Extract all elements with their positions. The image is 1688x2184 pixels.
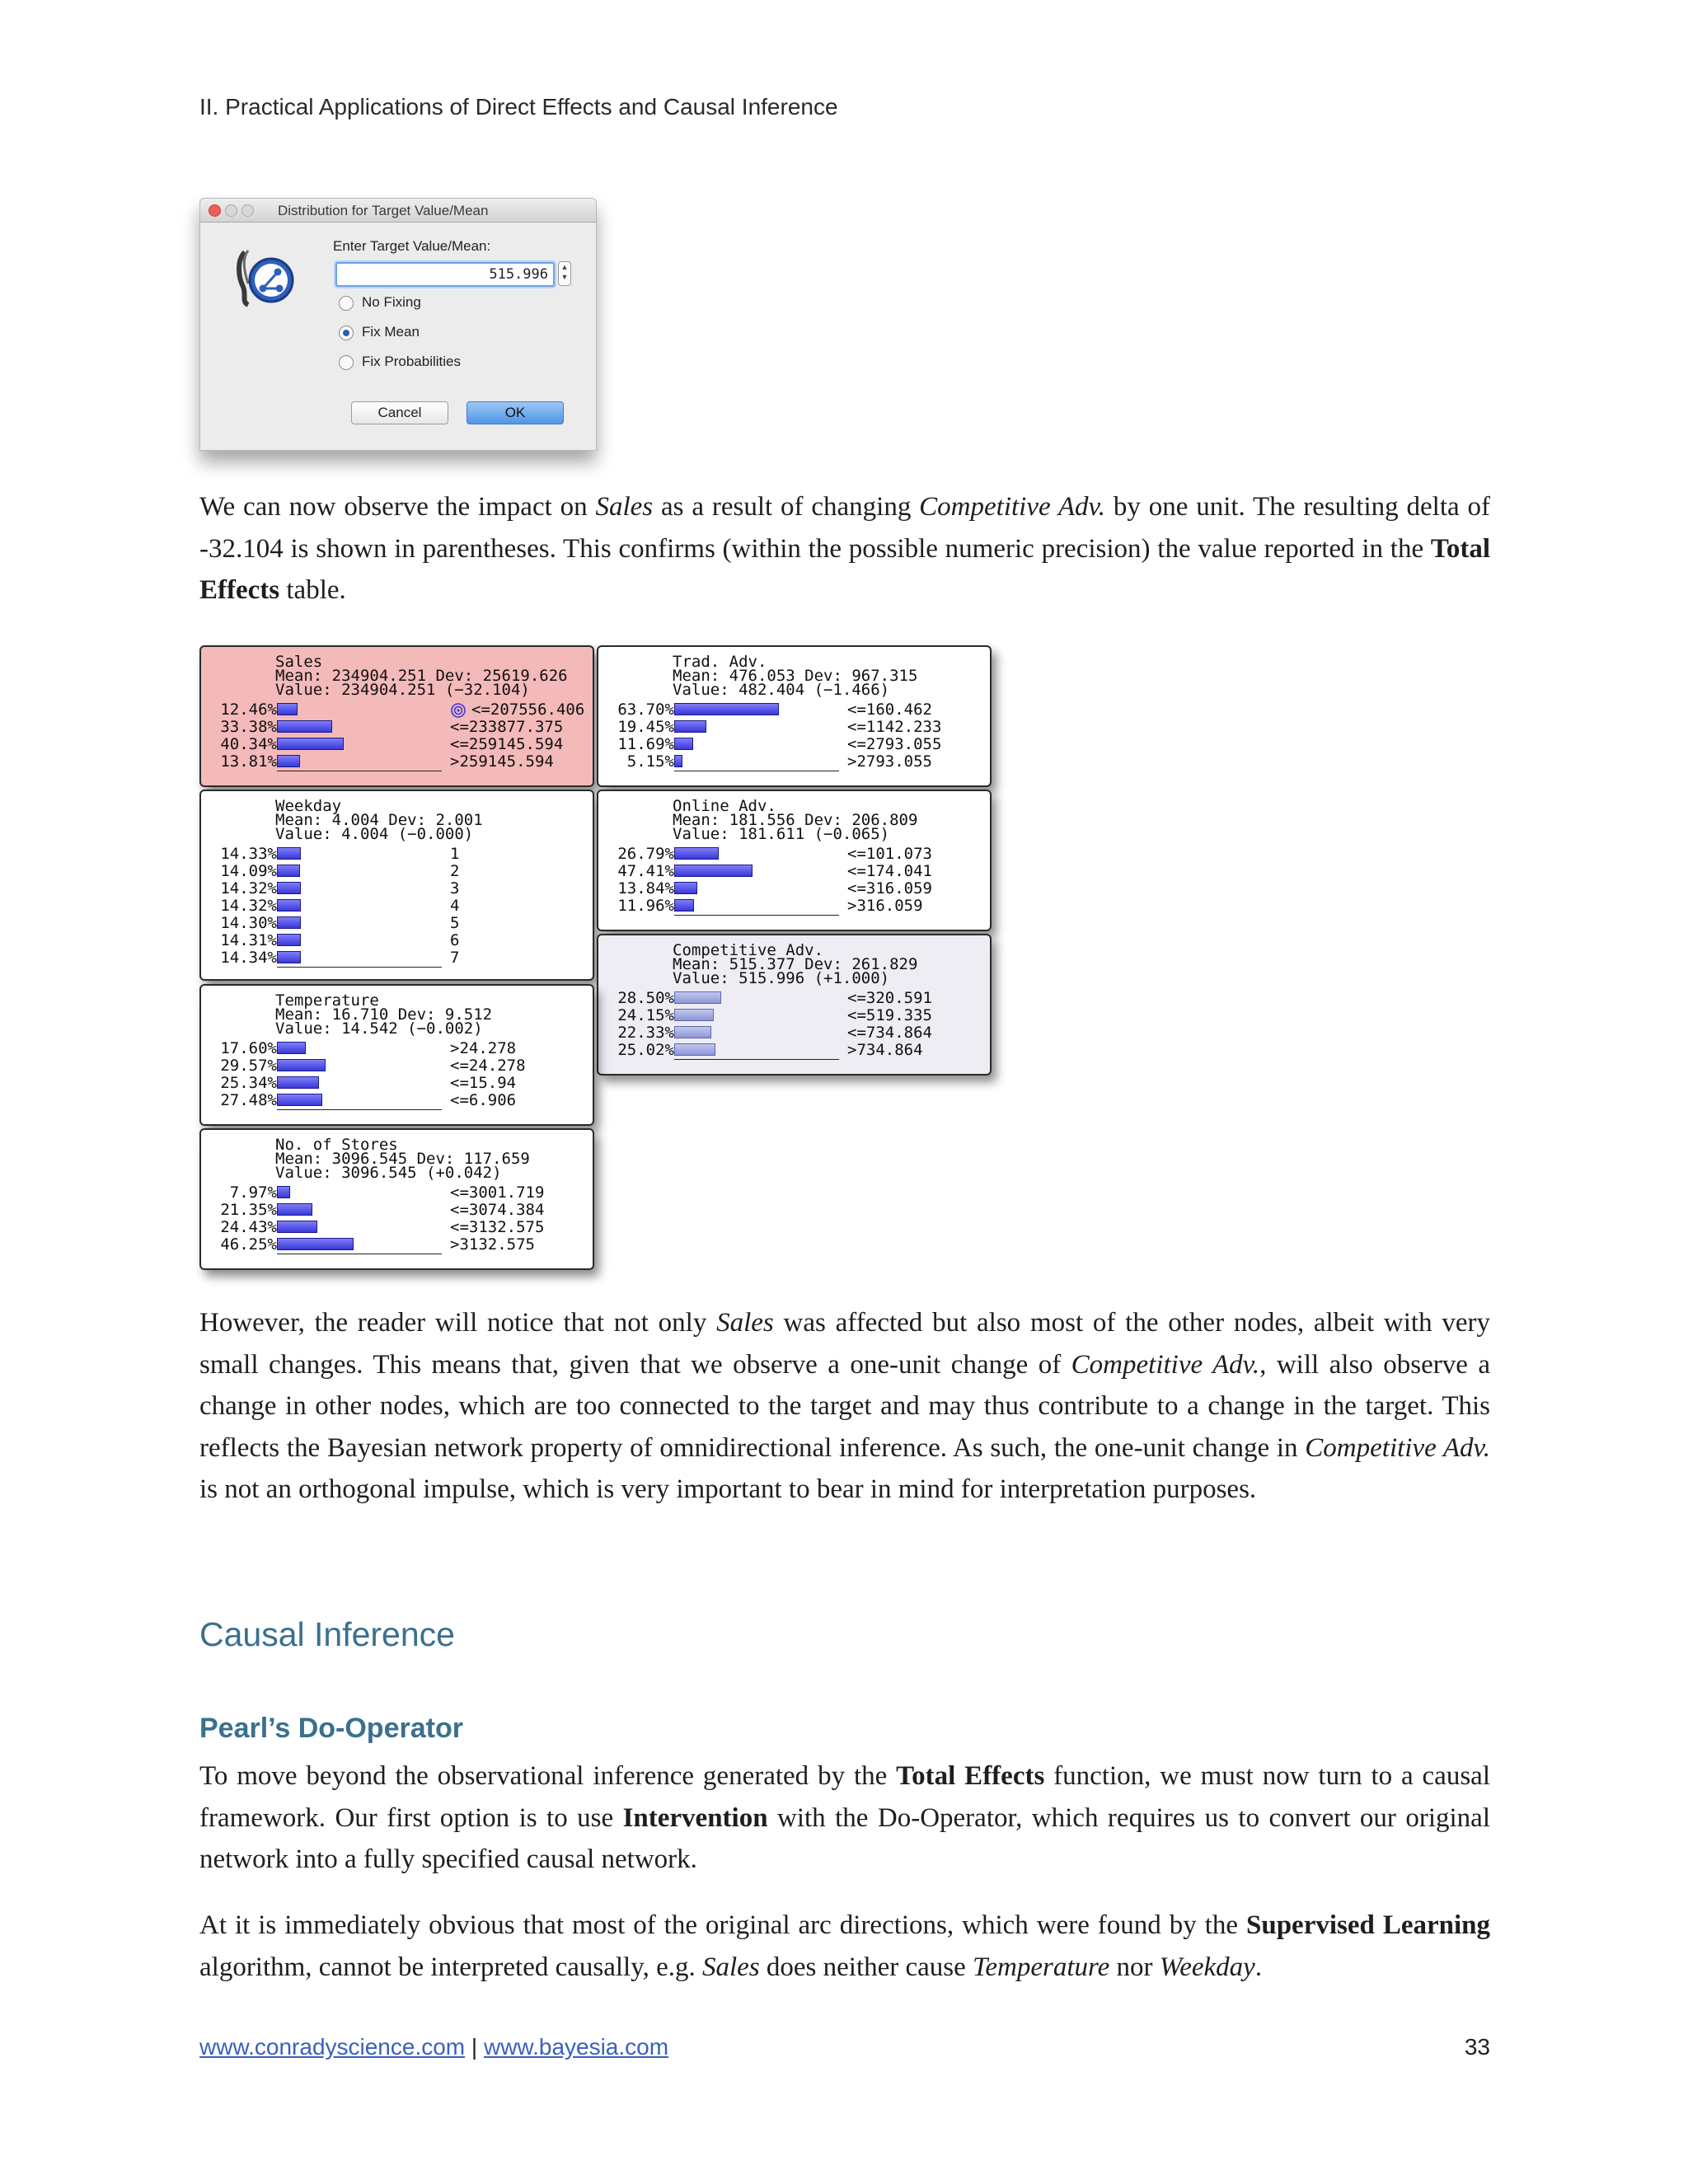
page-number: 33 xyxy=(1464,2034,1490,2060)
state-probability: 14.34% xyxy=(220,949,277,967)
state-probability: 19.45% xyxy=(617,718,674,736)
state-label: <=24.278 xyxy=(450,1057,526,1075)
state-probability: 26.79% xyxy=(617,845,674,863)
state-label: >316.059 xyxy=(847,897,923,915)
state-probability: 5.15% xyxy=(626,752,674,771)
monitor-state-row[interactable] xyxy=(201,701,593,719)
state-label: 6 xyxy=(450,931,460,949)
monitor-state-row[interactable] xyxy=(201,880,593,898)
monitor-state-row[interactable] xyxy=(201,1057,593,1075)
monitor-state-row[interactable] xyxy=(201,753,593,771)
probability-bar xyxy=(674,899,694,912)
cancel-button[interactable]: Cancel xyxy=(351,401,448,424)
state-label: <=2793.055 xyxy=(847,735,942,753)
monitor-state-row[interactable] xyxy=(201,1075,593,1092)
monitor-state-row[interactable] xyxy=(598,898,990,915)
state-label: >2793.055 xyxy=(847,752,932,771)
monitor-name: Sales xyxy=(275,653,323,671)
monitor-state-row[interactable] xyxy=(598,990,990,1007)
monitor-mean: Mean: 234904.251 Dev: 25619.626 xyxy=(275,667,568,685)
state-label: 2 xyxy=(450,862,460,880)
probability-bar xyxy=(277,1076,319,1089)
monitor-name: Weekday xyxy=(275,797,342,815)
probability-bar xyxy=(277,1238,354,1250)
state-probability: 24.43% xyxy=(220,1218,277,1236)
ok-button[interactable]: OK xyxy=(467,401,564,424)
state-probability: 29.57% xyxy=(220,1057,277,1075)
monitor-name: No. of Stores xyxy=(275,1136,398,1154)
state-probability: 14.33% xyxy=(220,845,277,863)
monitor-state-row[interactable] xyxy=(598,846,990,863)
radio-icon xyxy=(339,355,354,370)
probability-bar xyxy=(277,1059,326,1071)
no-of-stores-monitor[interactable] xyxy=(199,1128,594,1270)
monitor-axis-line xyxy=(277,1109,442,1110)
monitor-value: Value: 3096.545 (+0.042) xyxy=(275,1164,502,1182)
paragraph-do-operator: To move beyond the observational inference generated by the Total Effects function, we must now turn to a causal framework. Our first option is to use Intervention with the Do-Operator, which requires us to convert our original network into a fully specified causal network. xyxy=(199,1761,1491,1874)
monitor-state-row[interactable] xyxy=(201,1184,593,1202)
state-label: <=174.041 xyxy=(847,862,932,880)
monitor-state-row[interactable] xyxy=(201,932,593,949)
state-probability: 24.15% xyxy=(617,1006,674,1024)
monitor-header xyxy=(673,799,917,841)
monitor-value: Value: 181.611 (−0.065) xyxy=(673,825,890,843)
monitor-state-row[interactable] xyxy=(598,880,990,898)
probability-bar xyxy=(277,916,301,929)
probability-bar xyxy=(277,882,301,894)
probability-bar xyxy=(674,703,779,715)
state-label: <=320.591 xyxy=(847,989,932,1007)
state-label: <=101.073 xyxy=(847,845,932,863)
monitor-name: Trad. Adv. xyxy=(673,653,767,671)
probability-bar xyxy=(277,1094,322,1106)
monitor-header xyxy=(275,991,493,1038)
minimize-window-icon[interactable] xyxy=(225,204,237,217)
state-label: 1 xyxy=(450,845,460,863)
state-label: <=3074.384 xyxy=(450,1201,545,1219)
monitor-value: Value: 482.404 (−1.466) xyxy=(673,681,890,699)
probability-bar xyxy=(277,951,301,963)
monitor-header xyxy=(275,655,568,697)
probability-bar xyxy=(674,720,706,733)
bayesia-logo-icon xyxy=(230,244,304,310)
state-probability: 21.35% xyxy=(220,1201,277,1219)
state-label: <=6.906 xyxy=(450,1091,517,1109)
running-head: II. Practical Applications of Direct Effects and Causal Inference xyxy=(199,94,838,120)
monitor-state-row[interactable] xyxy=(201,719,593,736)
monitor-value: Value: 515.996 (+1.000) xyxy=(673,969,890,987)
monitor-state-row[interactable] xyxy=(598,1024,990,1042)
paragraph-impact: We can now observe the impact on Sales as a result of changing Competitive Adv. by one unit. The resulting delta of -32.104 is shown in parentheses. This confirms (within the possible numeric precision) the value reported in the Total Effects table. xyxy=(199,492,1491,605)
state-label: 5 xyxy=(450,914,460,932)
radio-icon xyxy=(339,296,354,311)
monitor-state-row[interactable] xyxy=(201,915,593,932)
probability-bar xyxy=(674,991,721,1004)
monitor-header xyxy=(673,655,917,697)
monitor-state-row[interactable] xyxy=(598,736,990,753)
competitive-adv-monitor[interactable] xyxy=(597,934,992,1076)
probability-bar xyxy=(277,865,300,877)
state-label: <=519.335 xyxy=(847,1006,932,1024)
state-probability: 14.09% xyxy=(220,862,277,880)
probability-bar xyxy=(277,703,298,715)
probability-bar xyxy=(277,1042,306,1054)
state-label: 4 xyxy=(450,897,460,915)
conradyscience-link[interactable]: www.conradyscience.com xyxy=(199,2034,466,2060)
monitor-state-row[interactable] xyxy=(201,1219,593,1236)
state-probability: 17.60% xyxy=(220,1039,277,1057)
probability-bar xyxy=(277,738,344,750)
state-label: >734.864 xyxy=(847,1041,923,1059)
monitor-value: Value: 234904.251 (−32.104) xyxy=(275,681,530,699)
state-probability: 14.32% xyxy=(220,879,277,898)
monitor-mean: Mean: 16.710 Dev: 9.512 xyxy=(275,1005,493,1024)
monitor-axis-line xyxy=(674,1059,839,1060)
monitor-header xyxy=(673,941,918,987)
weekday-monitor[interactable] xyxy=(199,790,594,981)
monitor-axis-line xyxy=(674,915,839,916)
monitor-state-row[interactable] xyxy=(598,753,990,771)
monitor-axis-line xyxy=(277,967,442,968)
probability-bar xyxy=(277,1203,312,1216)
state-label: 7 xyxy=(450,949,460,967)
state-probability: 7.97% xyxy=(229,1183,277,1202)
state-probability: 63.70% xyxy=(617,701,674,719)
monitor-header xyxy=(275,1138,530,1180)
probability-bar xyxy=(277,1221,317,1233)
monitor-name: Temperature xyxy=(275,991,379,1010)
probability-bar xyxy=(674,755,682,767)
dialog-title: Distribution for Target Value/Mean xyxy=(278,203,489,218)
monitor-state-row[interactable] xyxy=(598,863,990,880)
state-label: <=316.059 xyxy=(847,879,932,898)
target-value-dialog xyxy=(199,198,597,451)
radio-label: Fix Probabilities xyxy=(362,354,461,369)
temperature-monitor[interactable] xyxy=(199,984,594,1126)
state-probability: 13.84% xyxy=(617,879,674,898)
probability-bar xyxy=(277,1186,290,1198)
monitor-mean: Mean: 3096.545 Dev: 117.659 xyxy=(275,1150,530,1168)
bayesia-link[interactable]: www.bayesia.com xyxy=(483,2034,669,2060)
monitor-state-row[interactable] xyxy=(201,736,593,753)
monitor-state-row[interactable] xyxy=(201,1040,593,1057)
probability-bar xyxy=(674,1009,714,1021)
probability-bar xyxy=(277,720,332,733)
state-label: <=1142.233 xyxy=(847,718,942,736)
state-label: <=3001.719 xyxy=(450,1183,545,1202)
paragraph-omnidirectional: However, the reader will notice that not only Sales was affected but also most of the other nodes, albeit with very small changes. This means that, given that we observe a one-unit change of Competitive Adv., will also observe a change in other nodes, which are too connected to the target and may thus contribute to a change in the target. This reflects the Bayesian network property of omnidirectional inference. As such, the one-unit change in Competitive Adv. is not an orthogonal impulse, which is very important to bear in mind for interpretation purposes. xyxy=(199,1308,1491,1504)
state-label: <=734.864 xyxy=(847,1024,932,1042)
radio-label: Fix Mean xyxy=(362,324,420,340)
value-stepper[interactable]: ▲ ▼ xyxy=(558,261,571,286)
monitor-mean: Mean: 4.004 Dev: 2.001 xyxy=(275,811,483,829)
state-probability: 13.81% xyxy=(220,752,277,771)
footer-separator: | xyxy=(465,2034,484,2060)
state-probability: 33.38% xyxy=(220,718,277,736)
monitor-state-row[interactable] xyxy=(598,1042,990,1059)
subsection-heading: Pearl’s Do-Operator xyxy=(199,1713,463,1744)
state-probability: 47.41% xyxy=(617,862,674,880)
trad-adv-monitor[interactable] xyxy=(597,645,992,787)
probability-bar xyxy=(277,755,300,767)
state-probability: 14.32% xyxy=(220,897,277,915)
probability-bar xyxy=(674,738,693,750)
state-label: >24.278 xyxy=(450,1039,517,1057)
online-adv-monitor[interactable] xyxy=(597,790,992,931)
monitor-header xyxy=(275,799,483,841)
paragraph-arc-directions: At it is immediately obvious that most of the original arc directions, which were found by the Supervised Learning algorithm, cannot be interpreted causally, e.g. Sales does neither cause Temperature nor Weekday. xyxy=(199,1910,1491,1982)
monitor-value: Value: 14.542 (−0.002) xyxy=(275,1019,483,1038)
radio-label: No Fixing xyxy=(362,294,421,310)
probability-bar xyxy=(674,1043,715,1056)
probability-bar xyxy=(674,1026,711,1038)
state-label: <=160.462 xyxy=(847,701,932,719)
monitor-name: Competitive Adv. xyxy=(673,941,824,959)
state-probability: 28.50% xyxy=(617,989,674,1007)
probability-bar xyxy=(674,865,753,877)
state-probability: 40.34% xyxy=(220,735,277,753)
state-probability: 14.30% xyxy=(220,914,277,932)
section-heading: Causal Inference xyxy=(199,1615,455,1653)
monitor-name: Online Adv. xyxy=(673,797,776,815)
probability-bar xyxy=(674,847,719,860)
monitor-value: Value: 4.004 (−0.000) xyxy=(275,825,474,843)
state-label: >3132.575 xyxy=(450,1235,535,1254)
state-label: <=3132.575 xyxy=(450,1218,545,1236)
state-probability: 14.31% xyxy=(220,931,277,949)
monitor-state-row[interactable] xyxy=(201,1236,593,1254)
monitor-state-row[interactable] xyxy=(201,949,593,967)
state-probability: 12.46% xyxy=(220,701,277,719)
state-label: 3 xyxy=(450,879,460,898)
probability-bar xyxy=(674,882,697,894)
monitor-state-row[interactable] xyxy=(201,898,593,915)
probability-bar xyxy=(277,847,301,860)
monitor-mean: Mean: 476.053 Dev: 967.315 xyxy=(673,667,918,685)
probability-bar xyxy=(277,899,301,912)
state-label: <=259145.594 xyxy=(450,735,564,753)
state-probability: 25.02% xyxy=(617,1041,674,1059)
monitor-state-row[interactable] xyxy=(598,701,990,719)
monitor-mean: Mean: 515.377 Dev: 261.829 xyxy=(673,955,918,973)
target-value-input[interactable]: 515.996 xyxy=(335,262,555,287)
state-probability: 27.48% xyxy=(220,1091,277,1109)
monitor-state-row[interactable] xyxy=(201,1202,593,1219)
sales-monitor[interactable] xyxy=(199,645,594,787)
state-label: <=207556.406 xyxy=(471,701,585,719)
monitor-state-row[interactable] xyxy=(201,846,593,863)
state-label: <=15.94 xyxy=(450,1074,517,1092)
close-window-icon[interactable] xyxy=(209,204,221,217)
radio-selected-icon xyxy=(339,326,354,340)
target-value-prompt: Enter Target Value/Mean: xyxy=(333,238,491,254)
state-probability: 22.33% xyxy=(617,1024,674,1042)
dialog-titlebar xyxy=(200,199,596,223)
monitor-mean: Mean: 181.556 Dev: 206.809 xyxy=(673,811,918,829)
probability-bar xyxy=(277,934,301,946)
state-probability: 46.25% xyxy=(220,1235,277,1254)
monitor-state-row[interactable] xyxy=(598,1007,990,1024)
state-label: <=233877.375 xyxy=(450,718,564,736)
monitor-state-row[interactable] xyxy=(201,863,593,880)
state-probability: 25.34% xyxy=(220,1074,277,1092)
maximize-window-icon[interactable] xyxy=(241,204,254,217)
monitor-state-row[interactable] xyxy=(598,719,990,736)
monitor-state-row[interactable] xyxy=(201,1092,593,1109)
state-label: >259145.594 xyxy=(450,752,554,771)
state-probability: 11.96% xyxy=(617,897,674,915)
state-probability: 11.69% xyxy=(617,735,674,753)
footer-links xyxy=(199,2034,668,2060)
